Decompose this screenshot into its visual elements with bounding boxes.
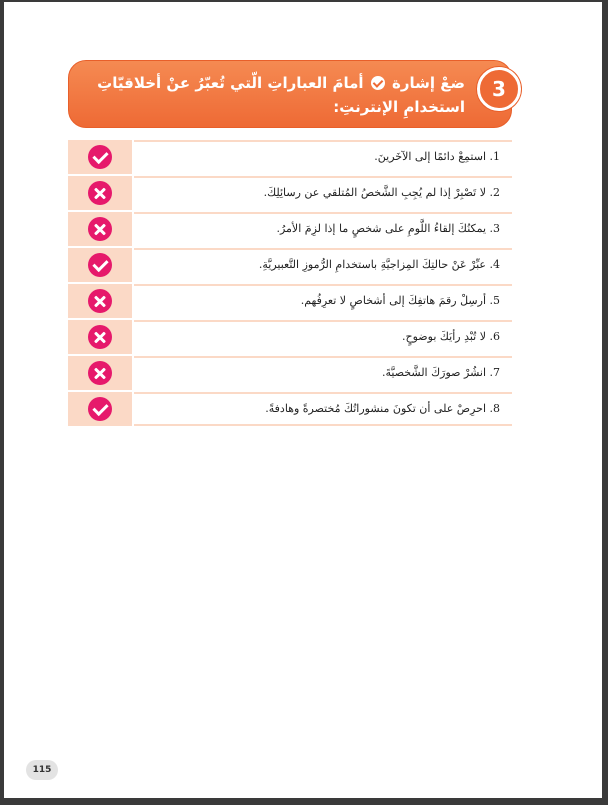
mark-cell [68, 356, 132, 390]
mark-cell [68, 140, 132, 174]
table-row [68, 320, 512, 354]
statement-text: 5. أرسِلْ رقمَ هاتفِكَ إلى أشخاصٍ لا تعرِفُهم. [134, 284, 512, 318]
check-icon [371, 76, 385, 90]
page-number: 115 [26, 760, 58, 780]
mark-cell [68, 248, 132, 282]
instruction-part1: ضعْ إشارة [392, 74, 465, 92]
statement-text: 2. لا تَصْبِرْ إذا لم يُجِبِ الشَّخصُ المُتلقي عن رسائِلِكَ. [134, 176, 512, 210]
check-icon [88, 397, 112, 421]
statement-text: 3. يمكنُكَ إلقاءُ اللَّومِ على شخصٍ ما إذا لزِمَ الأمرُ. [134, 212, 512, 246]
check-icon [88, 145, 112, 169]
page [4, 2, 602, 798]
statement-text: 4. عبِّرْ عَنْ حالتِكَ المِزاجيَّةِ باستخدامِ الرُّموزِ التَّعبيريَّةِ. [134, 248, 512, 282]
cross-icon [88, 217, 112, 241]
mark-cell [68, 284, 132, 318]
mark-cell [68, 320, 132, 354]
table-row [68, 284, 512, 318]
table-row [68, 248, 512, 282]
mark-cell [68, 176, 132, 210]
exercise-header [68, 60, 512, 128]
table-row [68, 212, 512, 246]
statement-text: 6. لا تُبْدِ رأيَكَ بوضوحٍ. [134, 320, 512, 354]
exercise-number-badge: 3 [477, 67, 521, 111]
cross-icon [88, 289, 112, 313]
cross-icon [88, 325, 112, 349]
mark-cell [68, 212, 132, 246]
instruction-part2: أمامَ العباراتِ الّتي تُعبّرُ عنْ أخلاقيّاتِ استخدامِ الإنترنتِ: [97, 74, 465, 116]
statements-table [68, 140, 512, 428]
statement-text: 8. احرِصْ على أن تكونَ منشوراتُكَ مُختصرةً وهادفةً. [134, 392, 512, 426]
cross-icon [88, 361, 112, 385]
table-row [68, 356, 512, 390]
check-icon [88, 253, 112, 277]
table-row [68, 176, 512, 210]
table-row [68, 392, 512, 426]
table-row [68, 140, 512, 174]
exercise-instruction [85, 71, 465, 119]
statement-text: 7. انشُرْ صورَكَ الشَّخصيَّةَ. [134, 356, 512, 390]
statement-text: 1. استمِعْ دائمًا إلى الآخَرينَ. [134, 140, 512, 174]
mark-cell [68, 392, 132, 426]
cross-icon [88, 181, 112, 205]
